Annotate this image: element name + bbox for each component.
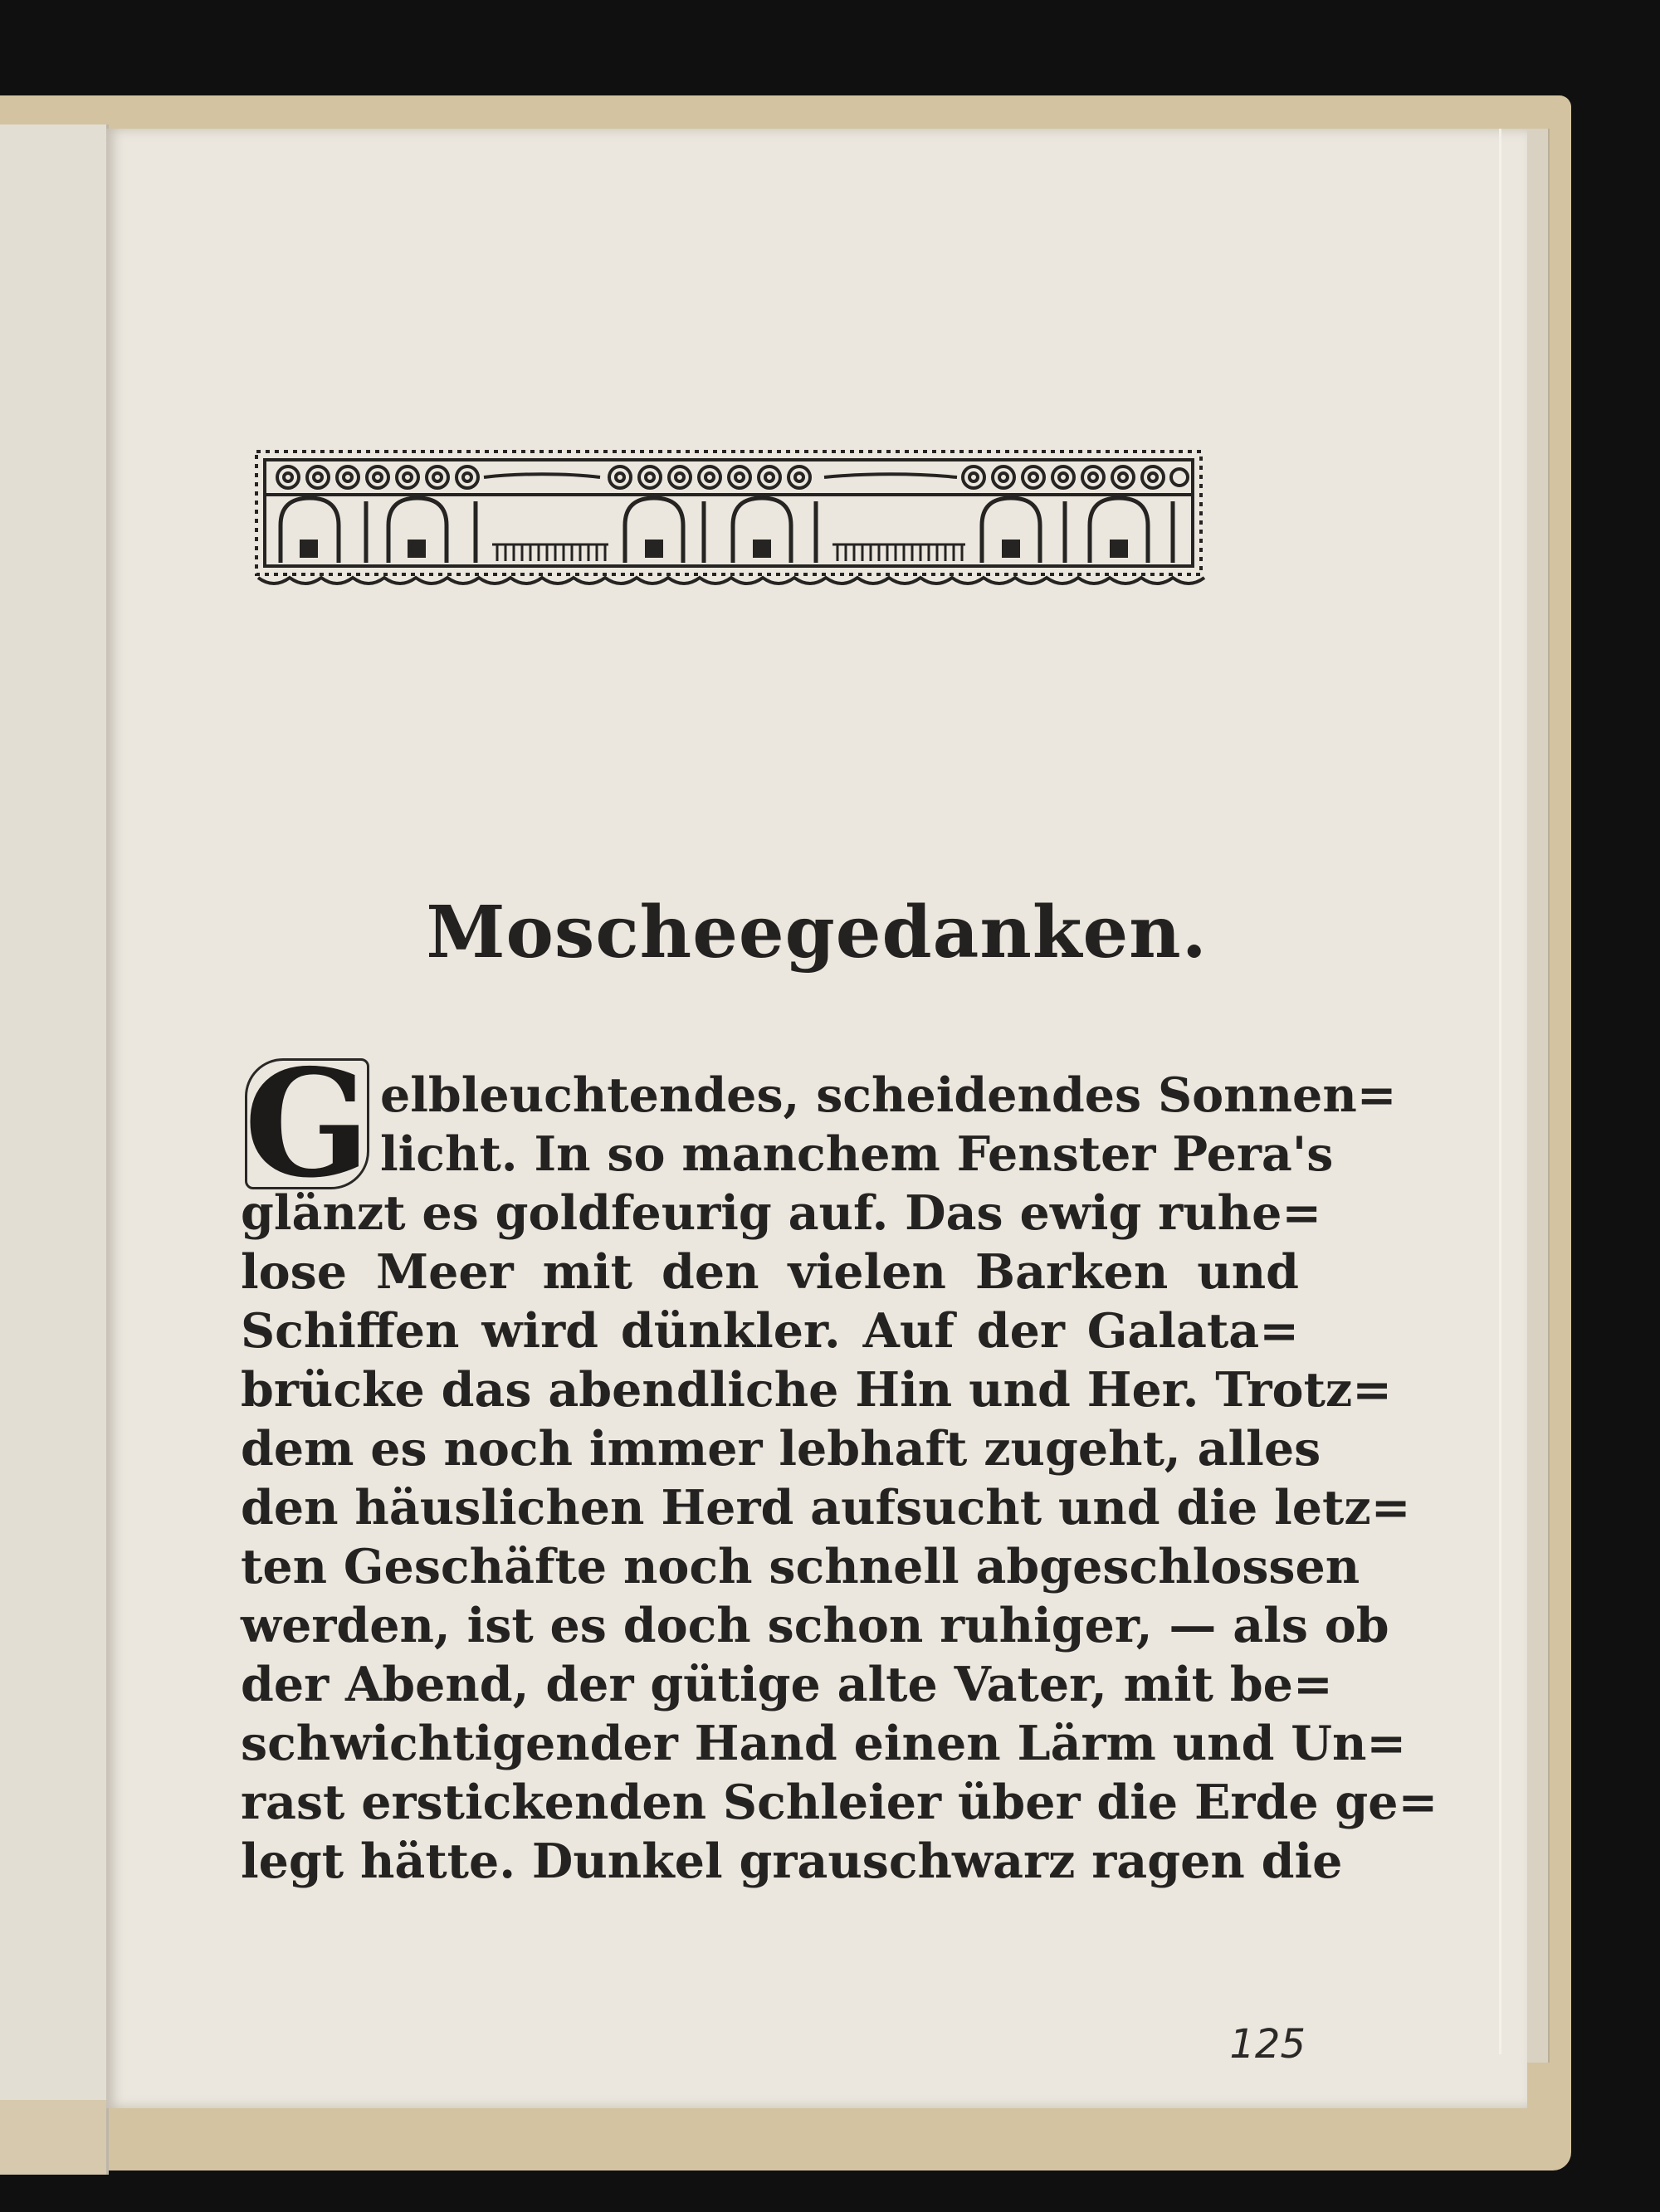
body-line: legt hätte. Dunkel grauschwarz ragen die <box>241 1834 1343 1889</box>
left-page-stain <box>0 2100 106 2175</box>
body-line: lose Meer mit den vielen Barken und <box>241 1244 1299 1300</box>
binding-edge <box>1499 129 1501 2054</box>
ornament-windows <box>300 540 1128 558</box>
body-line: den häuslichen Herd aufsucht und die letz= <box>241 1480 1411 1536</box>
body-line: schwichtigender Hand einen Lärm und Un= <box>241 1716 1407 1771</box>
body-line: licht. In so manchem Fenster Pera's <box>380 1126 1334 1182</box>
ornament-banner <box>251 447 1206 592</box>
left-page-edge <box>0 125 109 2175</box>
body-line: dem es noch immer lebhaft zugeht, alles <box>241 1421 1321 1477</box>
body-line: rast erstickenden Schleier über die Erde ge= <box>241 1775 1438 1830</box>
book-page <box>106 129 1527 2108</box>
body-line: elbleuchtendes, scheidendes Sonnen= <box>380 1067 1397 1123</box>
body-line: ten Geschäfte noch schnell abgeschlossen <box>241 1539 1360 1594</box>
ornament-scrolls <box>277 466 1188 488</box>
drop-cap: G <box>244 1037 371 1210</box>
page-number: 125 <box>1229 2021 1306 2068</box>
ornament-railings <box>492 544 965 561</box>
body-line: der Abend, der gütige alte Vater, mit be= <box>241 1657 1333 1712</box>
body-line: glänzt es goldfeurig auf. Das ewig ruhe= <box>241 1185 1322 1241</box>
body-line: brücke das abendliche Hin und Her. Trotz= <box>241 1362 1393 1418</box>
chapter-title: Moscheegedanken. <box>426 891 1208 974</box>
body-line: Schiffen wird dünkler. Auf der Galata= <box>241 1303 1299 1359</box>
ornament-scallops <box>258 578 1204 584</box>
body-line: werden, ist es doch schon ruhiger, — als ob <box>241 1598 1389 1653</box>
